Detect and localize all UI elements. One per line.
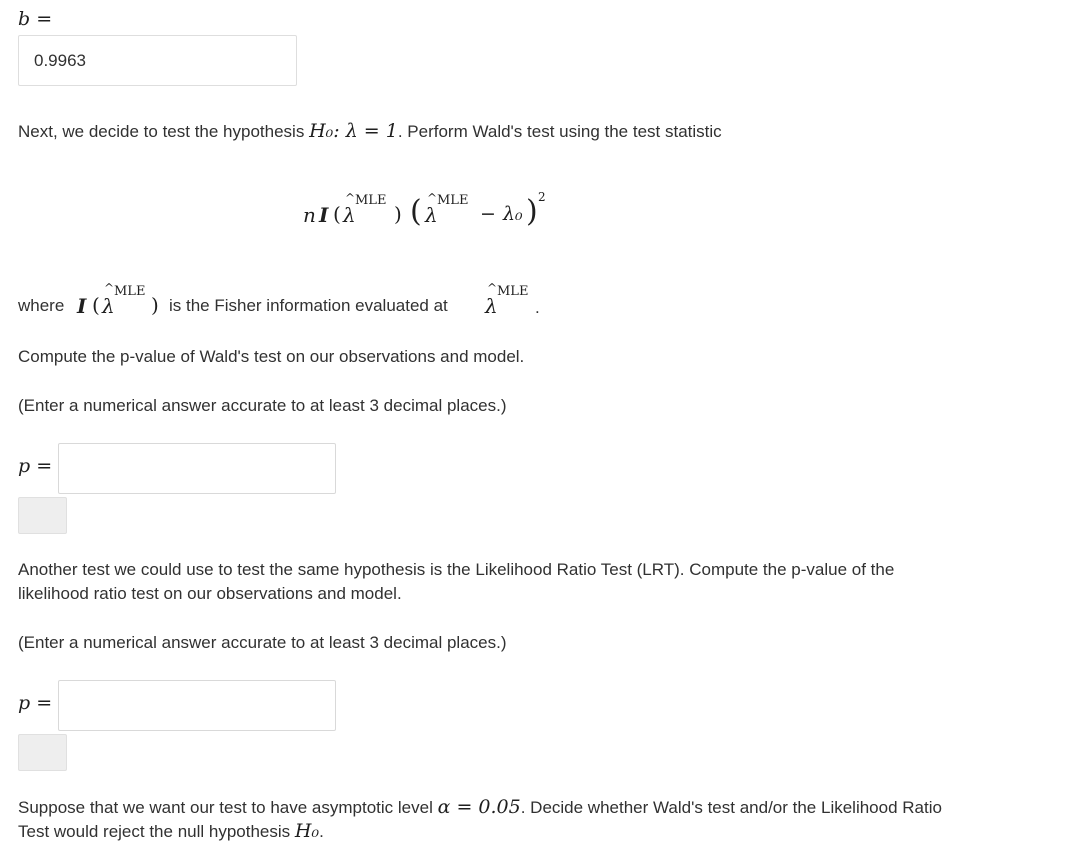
lrt-submit-button[interactable] bbox=[18, 734, 67, 771]
lrt-question-line1: Another test we could use to test the same hypothesis is the Likelihood Ratio Test (LRT). Compute the p-value of the bbox=[18, 560, 895, 579]
wald-p-input[interactable] bbox=[58, 443, 336, 494]
hat-4: ^ bbox=[487, 281, 498, 295]
where-lambda-2: λ bbox=[485, 294, 498, 318]
where-middle: is the Fisher information evaluated at bbox=[169, 296, 448, 315]
lrt-p-label: p = bbox=[18, 692, 53, 714]
precision-note-2: (Enter a numerical answer accurate to at least 3 decimal places.) bbox=[18, 633, 507, 652]
hat-3: ^ bbox=[104, 281, 115, 295]
precision-note-1: (Enter a numerical answer accurate to at least 3 decimal places.) bbox=[18, 396, 507, 415]
wald-intro-before: Next, we decide to test the hypothesis bbox=[18, 122, 310, 141]
b-answer-value: 0.9963 bbox=[34, 51, 86, 70]
formula-minus: − bbox=[480, 203, 496, 225]
formula-paren-close: ) bbox=[394, 202, 402, 226]
where-mle-2: MLE bbox=[497, 284, 529, 299]
formula-lambda-1: λ bbox=[343, 203, 356, 227]
formula-lambda-2: λ bbox=[425, 203, 438, 227]
wald-question: Compute the p-value of Wald's test on our observations and model. bbox=[18, 347, 525, 366]
lrt-question-line2: likelihood ratio test on our observations and model. bbox=[18, 584, 402, 603]
where-period: . bbox=[535, 298, 540, 317]
where-word: where bbox=[18, 296, 65, 315]
where-lambda-1: λ bbox=[102, 294, 115, 318]
hypothesis-math: H₀: λ = 1 bbox=[309, 120, 398, 142]
formula-mle-1: MLE bbox=[355, 193, 387, 208]
formula-lambda0: λ₀ bbox=[503, 203, 523, 225]
alpha-math: α = 0.05 bbox=[437, 796, 521, 818]
b-label: b = bbox=[18, 8, 53, 30]
final-question-line2 bbox=[18, 819, 324, 844]
formula-bigparen-open: ( bbox=[410, 194, 422, 229]
final-line1-after: . Decide whether Wald's test and/or the Likelihood Ratio bbox=[520, 798, 942, 817]
hat-2: ^ bbox=[427, 191, 438, 205]
formula-mle-2: MLE bbox=[437, 193, 469, 208]
formula-I: I bbox=[319, 203, 329, 227]
formula-exponent: 2 bbox=[538, 190, 546, 204]
h0-math: H₀ bbox=[294, 820, 320, 842]
wald-submit-button[interactable] bbox=[18, 497, 67, 534]
formula-bigparen-close: ) bbox=[526, 194, 538, 229]
final-line2-after: . bbox=[319, 822, 324, 841]
final-question-line1 bbox=[18, 795, 942, 820]
wald-p-label: p = bbox=[18, 455, 53, 477]
hat-1: ^ bbox=[345, 191, 356, 205]
wald-formula bbox=[300, 180, 560, 230]
formula-paren-open: ( bbox=[333, 202, 341, 226]
wald-intro-after: . Perform Wald's test using the test statistic bbox=[397, 122, 722, 141]
wald-intro bbox=[18, 119, 722, 144]
where-line bbox=[18, 282, 578, 322]
formula-n: n bbox=[303, 203, 316, 227]
where-I: I bbox=[77, 294, 87, 318]
b-answer-box bbox=[18, 35, 297, 86]
where-paren-close: ) bbox=[151, 293, 159, 317]
where-paren-open: ( bbox=[92, 293, 100, 317]
lrt-p-input[interactable] bbox=[58, 680, 336, 731]
final-line2-before: Test would reject the null hypothesis bbox=[18, 822, 295, 841]
where-mle-1: MLE bbox=[114, 284, 146, 299]
final-line1-before: Suppose that we want our test to have asymptotic level bbox=[18, 798, 438, 817]
